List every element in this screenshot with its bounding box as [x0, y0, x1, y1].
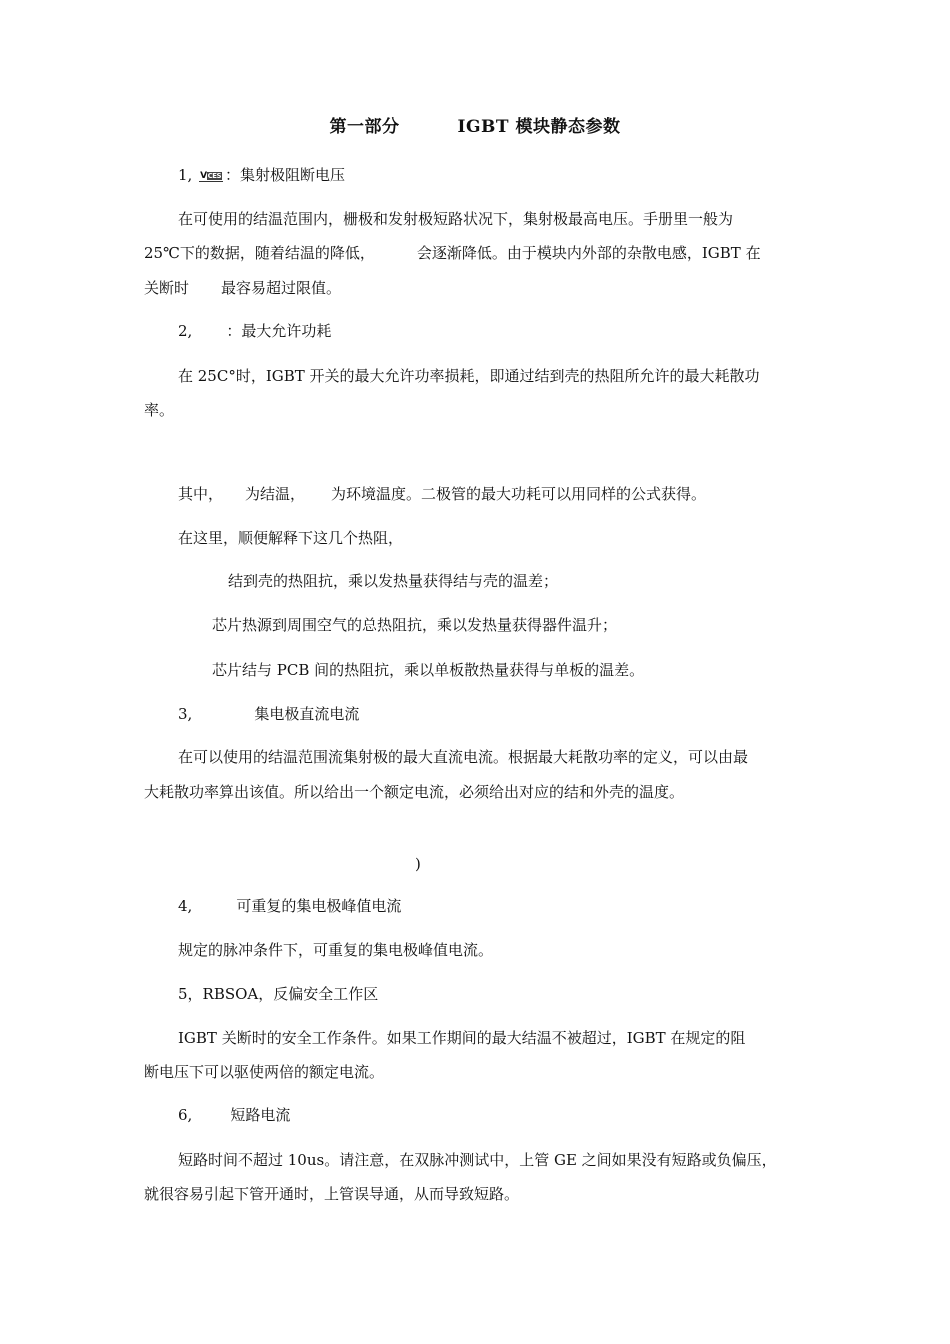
title-part: 第一部分 [329, 117, 400, 137]
section-2-heading: 2, ：最大允许功耗 [178, 322, 332, 340]
section-1-paragraph-line-2: 25℃下的数据，随着结温的降低， 会逐渐降低。由于模块内外部的杂散电感，IGBT 在 [144, 244, 761, 262]
section-2-thermal-ja: 芯片热源到周围空气的总热阻抗，乘以发热量获得器件温升； [212, 616, 618, 634]
section-2-thermal-jb: 芯片结与 PCB 间的热阻抗，乘以单板散热量获得与单板的温差。 [212, 661, 645, 679]
vces-symbol: VCES [200, 170, 222, 181]
section-2-thermal-intro: 在这里，顺便解释下这几个热阻， [178, 529, 404, 547]
section-3-heading: 3, 集电极直流电流 [178, 705, 360, 723]
section-5-heading: 5，RBSOA，反偏安全工作区 [178, 985, 379, 1003]
section-1-paragraph-line-3: 关断时 最容易超过限值。 [144, 279, 342, 297]
title-topic: IGBT 模块静态参数 [457, 117, 621, 137]
section-2-thermal-jc: 结到壳的热阻抗，乘以发热量获得结与壳的温差； [228, 572, 559, 590]
section-1-paragraph-line-1: 在可使用的结温范围内，栅极和发射极短路状况下，集射极最高电压。手册里一般为 [178, 210, 734, 228]
section-5-paragraph-line-1: IGBT 关断时的安全工作条件。如果工作期间的最大结温不被超过，IGBT 在规定的阻 [178, 1029, 746, 1047]
section-2-paragraph-line-1: 在 25C°时，IGBT 开关的最大允许功率损耗，即通过结到壳的热阻所允许的最大耗散功 [178, 367, 760, 385]
section-4-paragraph: 规定的脉冲条件下，可重复的集电极峰值电流。 [178, 941, 494, 959]
page-title [0, 112, 950, 137]
section-6-heading: 6, 短路电流 [178, 1106, 291, 1124]
section-3-paragraph-line-1: 在可以使用的结温范围流集射极的最大直流电流。根据最大耗散功率的定义，可以由最 [178, 748, 749, 766]
section-2-where-line: 其中， 为结温， 为环境温度。二极管的最大功耗可以用同样的公式获得。 [178, 485, 707, 503]
section-3-formula-tail: ) [415, 855, 421, 873]
section-5-paragraph-line-2: 断电压下可以驱使两倍的额定电流。 [144, 1063, 385, 1081]
section-6-paragraph-line-2: 就很容易引起下管开通时，上管误导通，从而导致短路。 [144, 1185, 520, 1203]
section-6-paragraph-line-1: 短路时间不超过 10us。请注意，在双脉冲测试中，上管 GE 之间如果没有短路或负偏压， [178, 1151, 777, 1169]
section-3-paragraph-line-2: 大耗散功率算出该值。所以给出一个额定电流，必须给出对应的结和外壳的温度。 [144, 783, 685, 801]
section-2-paragraph-line-2: 率。 [144, 401, 175, 419]
section-1-heading: 1, VCES ：集射极阻断电压 [178, 166, 346, 184]
section-4-heading: 4, 可重复的集电极峰值电流 [178, 897, 402, 915]
